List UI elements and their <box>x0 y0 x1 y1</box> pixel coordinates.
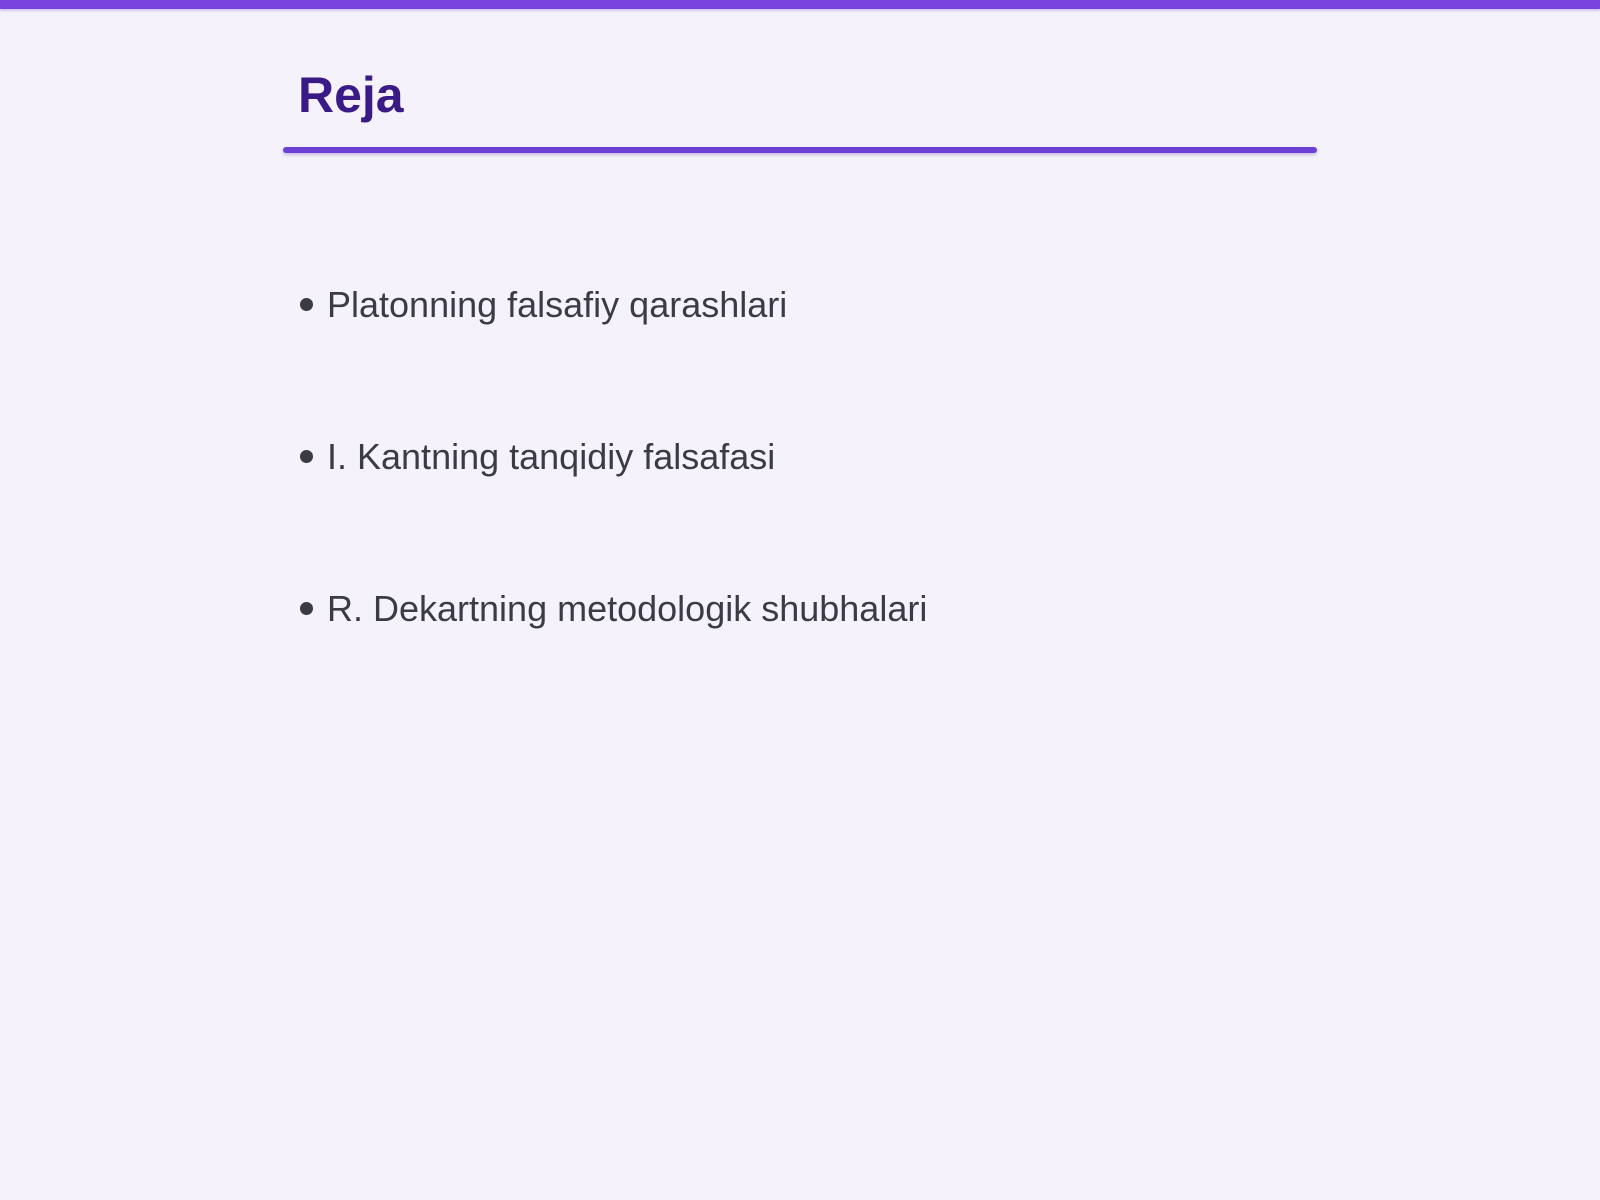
bullet-icon <box>300 450 313 463</box>
list-item <box>300 587 927 630</box>
bullet-text: R. Dekartning metodologik shubhalari <box>327 588 928 629</box>
top-accent-bar <box>0 0 1600 9</box>
bullet-icon <box>300 298 313 311</box>
title-underline <box>283 147 1317 153</box>
list-item <box>300 435 775 478</box>
bullet-text: I. Kantning tanqidiy falsafasi <box>327 436 776 477</box>
list-item <box>300 283 787 326</box>
bullet-icon <box>300 602 313 615</box>
slide-title: Reja <box>298 67 404 123</box>
bullet-text: Platonning falsafiy qarashlari <box>327 284 788 325</box>
